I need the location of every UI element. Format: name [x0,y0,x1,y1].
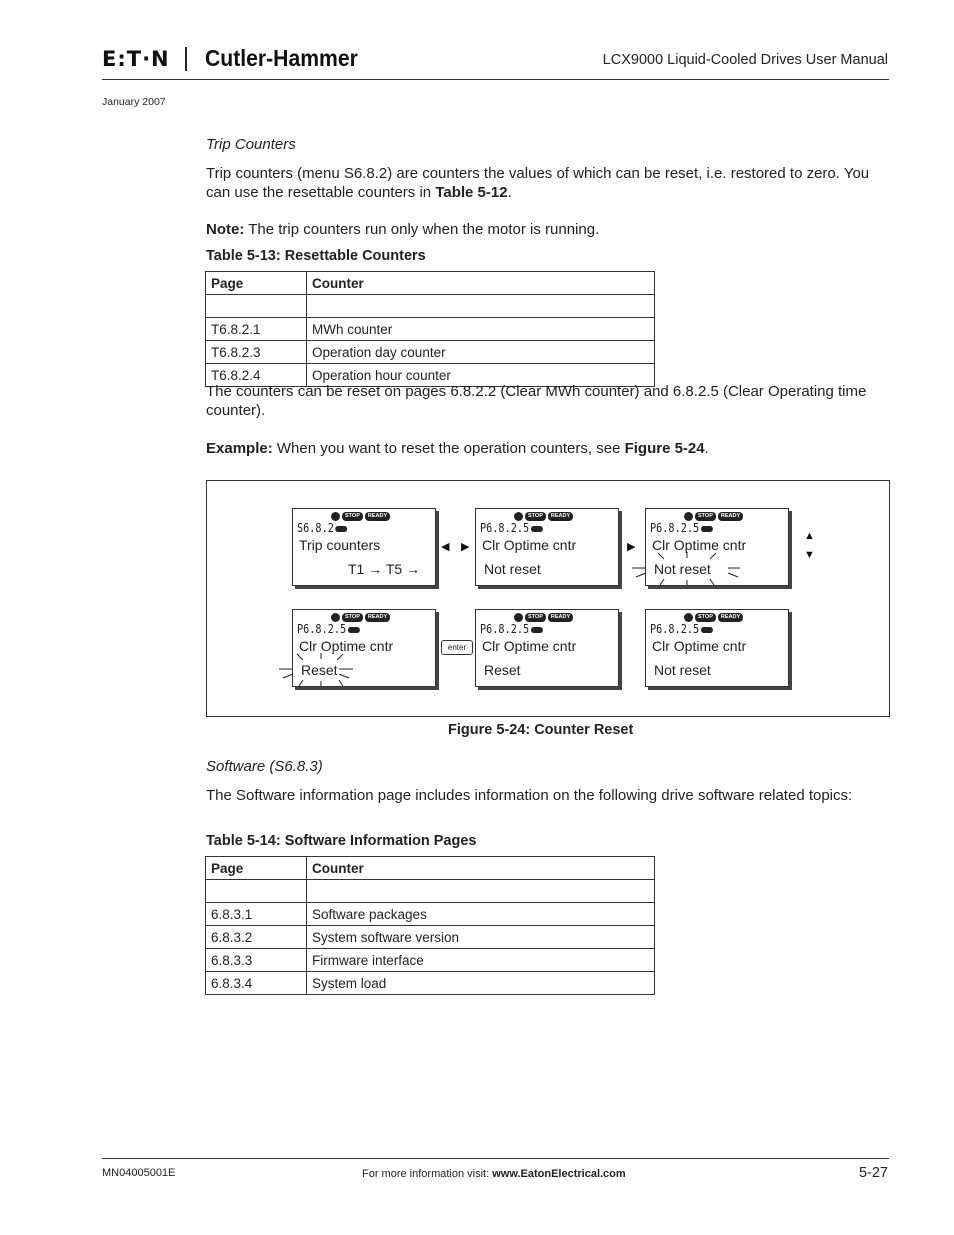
manual-title: LCX9000 Liquid-Cooled Drives User Manual [602,52,888,68]
table-row: T6.8.2.4 Operation hour counter [206,364,655,387]
figure-caption: Figure 5-24: Counter Reset [448,722,634,738]
display-line-1: Clr Optime cntr [652,638,747,654]
keypad-display-panel [475,508,619,586]
stop-indicator: STOP [695,512,716,521]
left-arrow-icon: ◀ [441,541,450,553]
menu-code: P6.8.2.5 [480,622,543,636]
table-row: 6.8.3.4 System load [206,972,655,995]
example-label: Example: [206,440,273,457]
blink-rays-icon [279,652,369,688]
rotation-icon [514,512,523,521]
logo-divider [185,47,187,71]
table-header-row: Page Counter [206,857,655,880]
cutler-hammer-logo: Cutler-Hammer [205,45,358,71]
ready-indicator: READY [548,613,573,622]
stop-indicator: STOP [342,512,363,521]
menu-code: P6.8.2.5 [650,622,713,636]
stop-indicator: STOP [695,613,716,622]
software-info-table [205,856,655,995]
menu-code: P6.8.2.5 [297,622,360,636]
footer-divider [102,1158,889,1159]
status-icons [684,512,743,521]
keypad-display-panel [292,609,436,687]
right-arrow-icon: ▶ [627,541,636,553]
display-line-1: Clr Optime cntr [652,537,747,553]
display-line-2: Reset [484,662,521,678]
table-reference: Table 5-12 [435,184,508,201]
display-line-2: Reset [301,662,338,678]
page-number: 5-27 [858,1165,888,1181]
display-line-1: Clr Optime cntr [482,537,577,553]
header-divider [102,79,889,80]
rotation-icon [684,512,693,521]
keypad-display-panel [645,508,789,586]
stop-indicator: STOP [342,613,363,622]
status-icons [514,613,573,622]
eaton-logo: E:T·N [102,47,170,71]
display-line-1: Clr Optime cntr [482,638,577,654]
table-row: T6.8.2.3 Operation day counter [206,341,655,364]
up-arrow-icon: ▲ [804,530,815,542]
menu-code: P6.8.2.5 [480,521,543,535]
publication-date: January 2007 [102,96,166,108]
status-icons [331,512,390,521]
website-link[interactable]: www.EatonElectrical.com [492,1168,626,1180]
document-id: MN04005001E [102,1167,176,1179]
enter-button-icon: enter [441,640,473,655]
table2-caption: Table 5-14: Software Information Pages [206,833,477,849]
status-icons [331,613,390,622]
rotation-icon [331,613,340,622]
stop-indicator: STOP [525,512,546,521]
table-header-row: Page Counter [206,272,655,295]
keypad-display-panel [292,508,436,586]
ready-indicator: READY [548,512,573,521]
display-line-1: Trip counters [299,537,381,553]
note-paragraph: Note: The trip counters run only when the motor is running. [206,221,600,238]
table1-caption: Table 5-13: Resettable Counters [206,248,426,264]
display-line-2: Not reset [654,662,711,678]
reset-paragraph: The counters can be reset on pages 6.8.2.2 (Clear MWh counter) and 6.8.2.5 (Clear Operating time counter). [206,383,867,419]
software-paragraph: The Software information page includes information on the following drive software related topics: [206,787,853,804]
stop-indicator: STOP [525,613,546,622]
display-line-1: Clr Optime cntr [299,638,394,654]
status-icons [514,512,573,521]
table-row: 6.8.3.1 Software packages [206,903,655,926]
note-label: Note: [206,221,245,238]
table-row: T6.8.2.1 MWh counter [206,318,655,341]
status-icons [684,613,743,622]
trip-counters-paragraph: Trip counters (menu S6.8.2) are counters the values of which can be reset, i.e. restored to zero. You can use the resettable counters in Table 5-12. [206,165,870,201]
menu-code: P6.8.2.5 [650,521,713,535]
down-arrow-icon: ▼ [804,549,815,561]
keypad-display-panel [645,609,789,687]
menu-code: S6.8.2 [297,521,347,535]
table-row: 6.8.3.3 Firmware interface [206,949,655,972]
ready-indicator: READY [718,512,743,521]
table-row: 6.8.3.2 System software version [206,926,655,949]
display-line-2: T1 → T5 → [348,561,421,577]
right-arrow-icon: ▶ [461,541,470,553]
more-info: For more information visit: www.EatonElectrical.com [362,1168,626,1180]
software-heading: Software (S6.8.3) [206,758,323,775]
display-line-2: Not reset [484,561,541,577]
blink-rays-icon [632,551,742,587]
rotation-icon [514,613,523,622]
rotation-icon [684,613,693,622]
trip-counters-heading: Trip Counters [206,136,296,153]
figure-reference: Figure 5-24 [624,440,705,457]
ready-indicator: READY [365,512,390,521]
resettable-counters-table [205,271,655,387]
ready-indicator: READY [365,613,390,622]
rotation-icon [331,512,340,521]
ready-indicator: READY [718,613,743,622]
keypad-display-panel [475,609,619,687]
example-paragraph: Example: When you want to reset the operation counters, see Figure 5-24. [206,440,709,457]
display-line-2: Not reset [654,561,711,577]
